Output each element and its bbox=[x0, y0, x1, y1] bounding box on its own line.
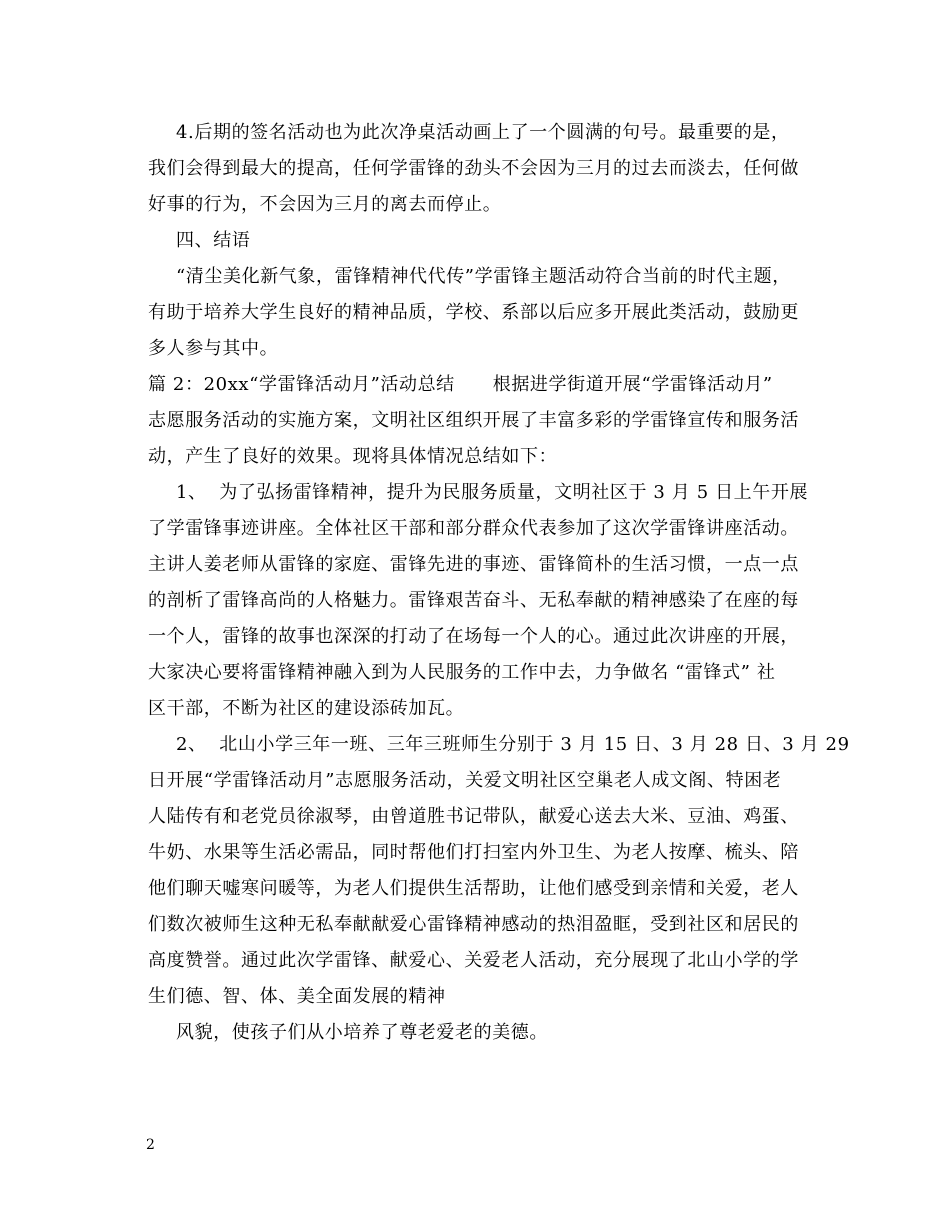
text-line: 高度赞誉。通过此次学雷锋、献爱心、关爱老人活动，充分展现了北山小学的学 bbox=[148, 950, 799, 971]
text-line: “清尘美化新气象，雷锋精神代代传”学雷锋主题活动符合当前的时代主题， bbox=[176, 266, 791, 287]
text-line: 主讲人姜老师从雷锋的家庭、雷锋先进的事迹、雷锋简朴的生活习惯，一点一点 bbox=[148, 554, 799, 575]
text-line: 大家决心要将雷锋精神融入到为人民服务的工作中去，力争做名 “雷锋式” 社 bbox=[148, 662, 776, 683]
text-line: 了学雷锋事迹讲座。全体社区干部和部分群众代表参加了这次学雷锋讲座活动。 bbox=[148, 518, 799, 539]
text-line: 动，产生了良好的效果。现将具体情况总结如下： bbox=[148, 446, 558, 467]
text-line: 我们会得到最大的提高，任何学雷锋的劲头不会因为三月的过去而淡去，任何做 bbox=[148, 158, 799, 179]
text-line: 志愿服务活动的实施方案，文明社区组织开展了丰富多彩的学雷锋宣传和服务活 bbox=[148, 410, 799, 431]
text-line: 牛奶、水果等生活必需品，同时帮他们打扫室内外卫生、为老人按摩、梳头、陪 bbox=[148, 842, 799, 863]
text-line: 们数次被师生这种无私奉献献爱心雷锋精神感动的热泪盈眶，受到社区和居民的 bbox=[148, 914, 799, 935]
text-line: 1、 为了弘扬雷锋精神，提升为民服务质量，文明社区于 3 月 5 日上午开展 bbox=[176, 482, 809, 503]
text-line: 的剖析了雷锋高尚的人格魅力。雷锋艰苦奋斗、无私奉献的精神感染了在座的每 bbox=[148, 590, 799, 611]
text-line: 4.后期的签名活动也为此次净桌活动画上了一个圆满的句号。最重要的是， bbox=[176, 122, 790, 143]
text-line: 人陆传有和老党员徐淑琴，由曾道胜书记带队，献爱心送去大米、豆油、鸡蛋、 bbox=[148, 806, 799, 827]
section-heading: 四、结语 bbox=[176, 230, 251, 251]
text-line: 2、 北山小学三年一班、三年三班师生分别于 3 月 15 日、3 月 28 日、3 月 29 bbox=[176, 734, 850, 755]
text-line: 他们聊天嘘寒问暖等，为老人们提供生活帮助，让他们感受到亲情和关爱，老人 bbox=[148, 878, 799, 899]
text-line: 好事的行为，不会因为三月的离去而停止。 bbox=[148, 194, 502, 215]
text-line: 一个人，雷锋的故事也深深的打动了在场每一个人的心。通过此次讲座的开展， bbox=[148, 626, 799, 647]
text-line: 多人参与其中。 bbox=[148, 338, 279, 359]
page-number: 2 bbox=[146, 1137, 155, 1153]
text-line: 日开展“学雷锋活动月”志愿服务活动，关爱文明社区空巢老人成文阁、特困老 bbox=[148, 770, 782, 791]
text-line: 风貌，使孩子们从小培养了尊老爱老的美德。 bbox=[176, 1022, 548, 1043]
text-line: 区干部，不断为社区的建设添砖加瓦。 bbox=[148, 698, 465, 719]
text-line: 生们德、智、体、美全面发展的精神 bbox=[148, 986, 446, 1007]
article-title-line: 篇 2：20xx“学雷锋活动月”活动总结 根据进学街道开展“学雷锋活动月” bbox=[148, 374, 773, 395]
text-line: 有助于培养大学生良好的精神品质，学校、系部以后应多开展此类活动，鼓励更 bbox=[148, 302, 799, 323]
